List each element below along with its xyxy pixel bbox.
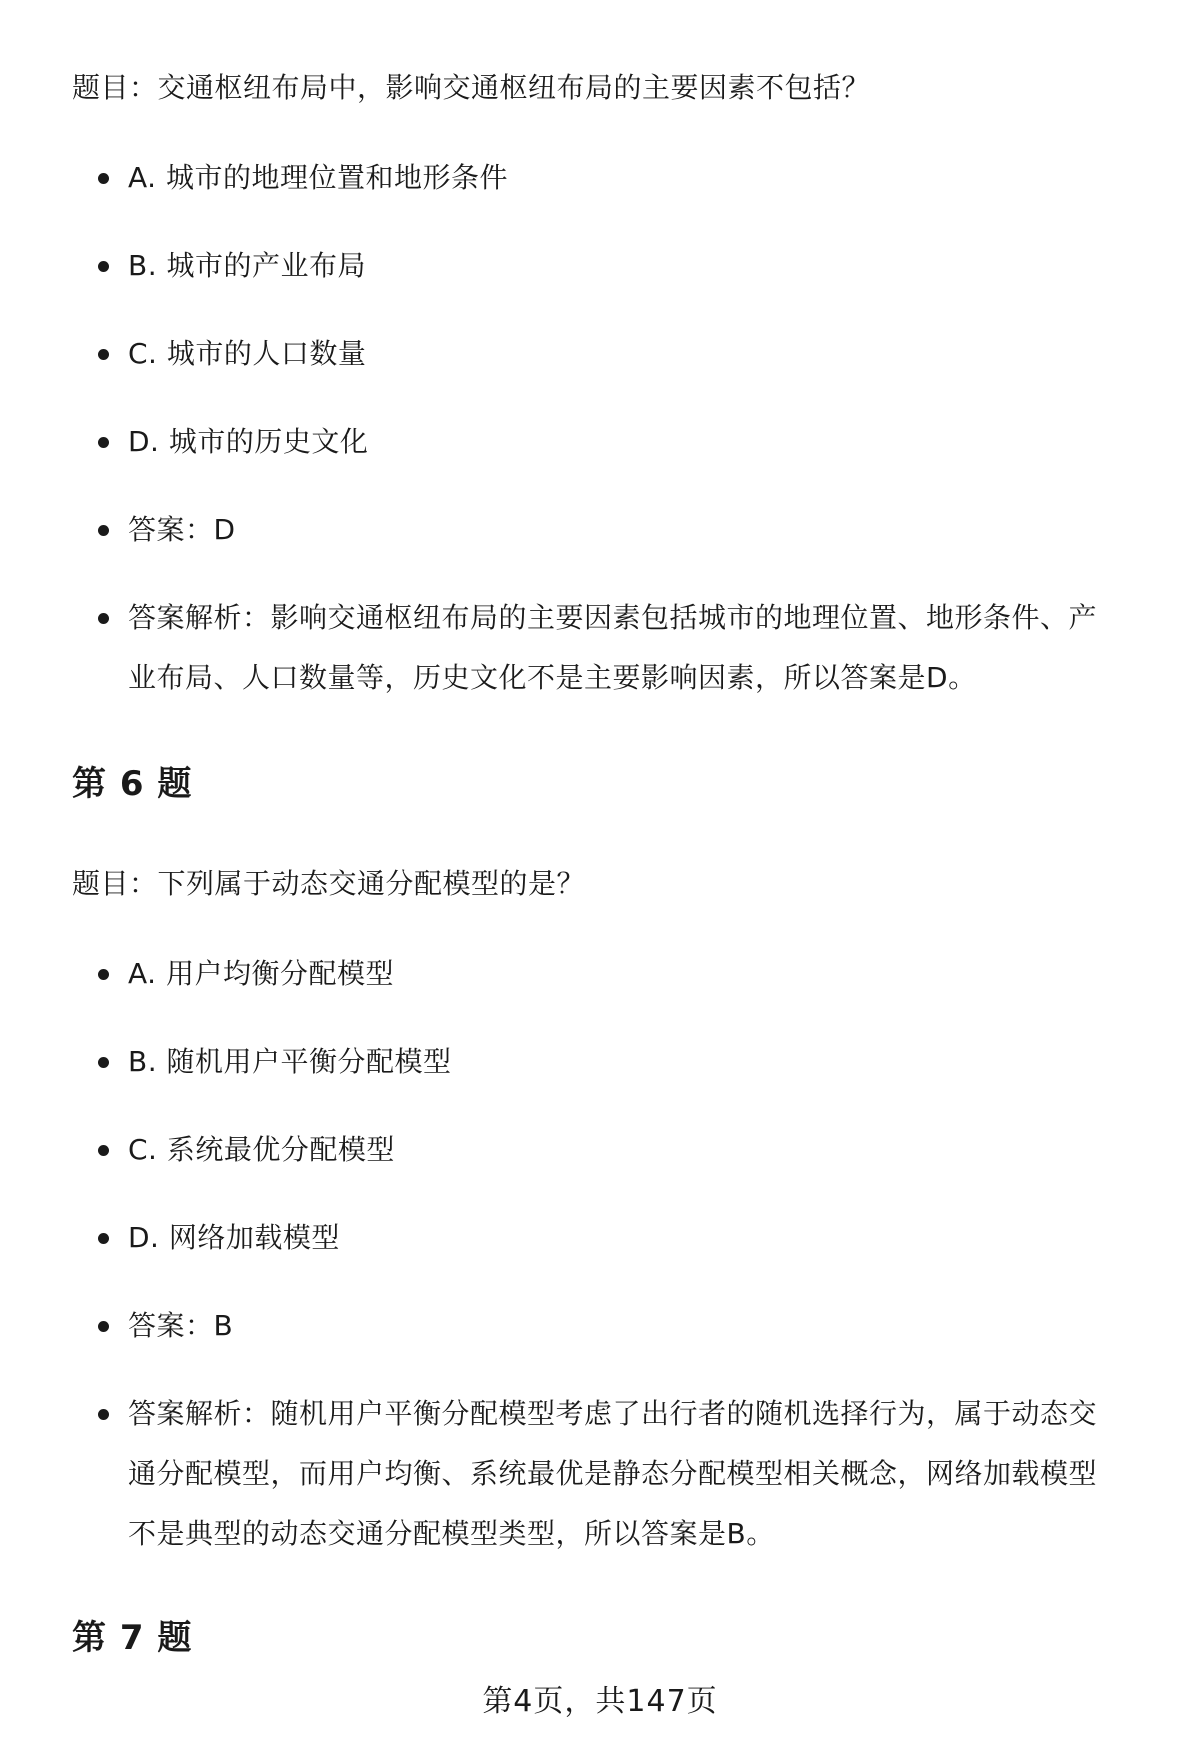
bullet-icon	[98, 1145, 109, 1156]
option-a-text: A. 城市的地理位置和地形条件	[128, 161, 508, 194]
answer-text: 答案：D	[128, 513, 236, 546]
bullet-icon	[98, 437, 109, 448]
option-b-text: B. 城市的产业布局	[128, 249, 367, 282]
option-a-text: A. 用户均衡分配模型	[128, 957, 394, 990]
explanation-line-1: 答案解析：影响交通枢纽布局的主要因素包括城市的地理位置、地形条件、产	[128, 601, 1098, 634]
option-c-text: C. 城市的人口数量	[128, 337, 367, 370]
bullet-icon	[98, 525, 109, 536]
bullet-icon	[98, 349, 109, 360]
question-5-text: 题目：交通枢纽布局中，影响交通枢纽布局的主要因素不包括？	[72, 71, 871, 104]
explanation-line-2: 业布局、人口数量等，历史文化不是主要影响因素，所以答案是D。	[128, 661, 977, 694]
bullet-icon	[98, 173, 109, 184]
question-6-text: 题目：下列属于动态交通分配模型的是？	[72, 867, 586, 900]
bullet-icon	[98, 1321, 109, 1332]
bullet-icon	[98, 613, 109, 624]
explanation-line-3: 不是典型的动态交通分配模型类型，所以答案是B。	[128, 1517, 775, 1550]
option-d-text: D. 网络加载模型	[128, 1221, 340, 1254]
bullet-icon	[98, 261, 109, 272]
bullet-icon	[98, 969, 109, 980]
explanation-line-1: 答案解析：随机用户平衡分配模型考虑了出行者的随机选择行为，属于动态交	[128, 1397, 1098, 1430]
option-c-text: C. 系统最优分配模型	[128, 1133, 395, 1166]
answer-text: 答案：B	[128, 1309, 234, 1342]
bullet-icon	[98, 1233, 109, 1244]
option-b-text: B. 随机用户平衡分配模型	[128, 1045, 452, 1078]
option-d-text: D. 城市的历史文化	[128, 425, 369, 458]
bullet-icon	[98, 1409, 109, 1420]
question-7-heading: 第 7 题	[72, 1618, 193, 1658]
question-6-heading: 第 6 题	[72, 764, 193, 804]
explanation-line-2: 通分配模型，而用户均衡、系统最优是静态分配模型相关概念，网络加载模型	[128, 1457, 1098, 1490]
bullet-icon	[98, 1057, 109, 1068]
page-number-footer: 第4页，共147页	[482, 1684, 718, 1719]
